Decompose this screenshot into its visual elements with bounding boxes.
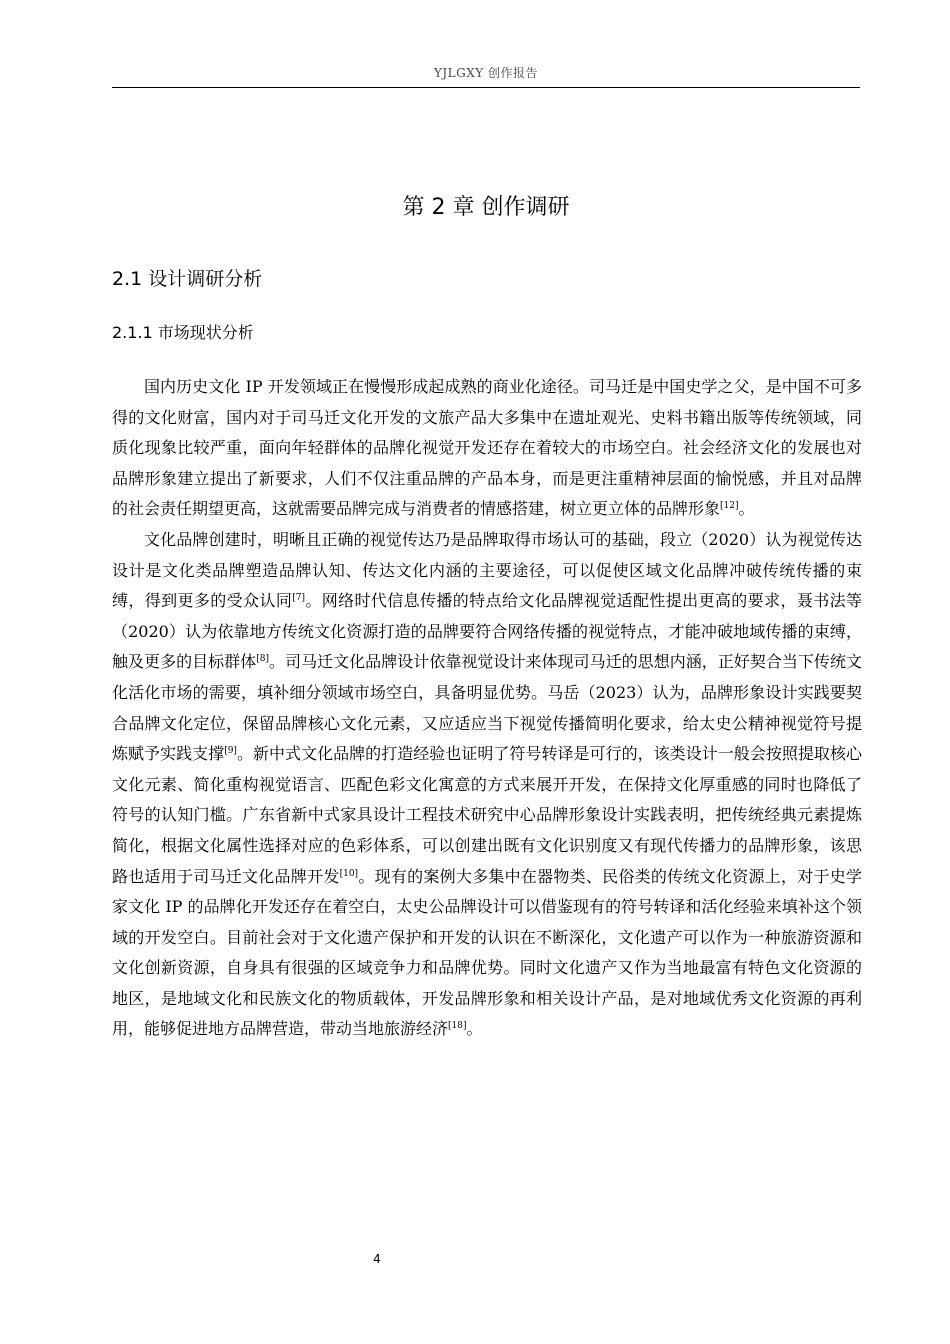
- subsection-title: 2.1.1 市场现状分析: [112, 323, 254, 342]
- citation: [7]: [292, 593, 305, 604]
- paragraph-text: 。现有的案例大多集中在器物类、民俗类的传统文化资源上，对于史学家文化 IP 的品牌化开发还存在着空白，太史公品牌设计可以借鉴现有的符号转译和活化经验来填补这个领域的开发空白。目前社会对于文化遗产保护和开发的认识在不断深化，文化遗产可以作为一种旅游资源和文化创新资源，自身具有很强的区域竞争力和品牌优势。同时文化遗产又作为当地最富有特色文化资源的地区，是地域文化和民族文化的物质载体，开发品牌形象和相关设计产品，是对地域优秀文化资源的再利用，能够促进地方品牌营造，带动当地旅游经济: [112, 866, 862, 1039]
- section-title: 2.1 设计调研分析: [112, 268, 263, 290]
- chapter-title: 第 2 章 创作调研: [402, 195, 570, 220]
- paragraph-1: [112, 372, 862, 525]
- paragraph-text: 。网络时代信息传播的特点给文化品牌视觉适配性提出更高的要求，聂书法等（2020）认为依靠地方传统文化资源打造的品牌要符合网络传播的视觉特点，才能冲破地域传播的束缚，触及更多的目标群体: [112, 591, 862, 672]
- paragraph-text: 。司马迁文化品牌设计依靠视觉设计来体现司马迁的思想内涵，正好契合当下传统文化活化市场的需要，填补细分领域市场空白，具备明显优势。马岳（2023）认为，品牌形象设计实践要契合品牌文化定位，保留品牌核心文化元素，又应适应当下视觉传播简明化要求，给太史公精神视觉符号提炼赋予实践支撑: [112, 652, 862, 764]
- citation: [8]: [256, 654, 269, 665]
- citation: [18]: [448, 1021, 467, 1032]
- page-header: YJLGXY 创作报告: [433, 66, 539, 80]
- paragraph-text: 。: [738, 499, 755, 519]
- paragraph-text: 国内历史文化 IP 开发领域正在慢慢形成起成熟的商业化途径。司马迁是中国史学之父，是中国不可多得的文化财富，国内对于司马迁文化开发的文旅产品大多集中在遗址观光、史料书籍出版等传统领域，同质化现象比较严重，面向年轻群体的品牌化视觉开发还存在着较大的市场空白。社会经济文化的发展也对品牌形象建立提出了新要求，人们不仅注重品牌的产品本身，而是更注重精神层面的愉悦感，并且对品牌的社会责任期望更高，这就需要品牌完成与消费者的情感搭建，树立更立体的品牌形象: [112, 377, 862, 519]
- paragraph-text: 。: [466, 1019, 483, 1039]
- citation: [10]: [339, 868, 359, 879]
- paragraph-2: [112, 525, 862, 1045]
- header-rule: [112, 87, 860, 88]
- body-text: [112, 372, 862, 1045]
- citation: [12]: [720, 501, 739, 512]
- paragraph-text: 文化品牌创建时，明晰且正确的视觉传达乃是品牌取得市场认可的基础，段立（2020）认为视觉传达设计是文化类品牌塑造品牌认知、传达文化内涵的主要途径，可以促使区域文化品牌冲破传统传播的束缚，得到更多的受众认同: [112, 529, 862, 611]
- citation: [9]: [224, 746, 237, 757]
- paragraph-text: 。新中式文化品牌的打造经验也证明了符号转译是可行的，该类设计一般会按照提取核心文化元素、简化重构视觉语言、匹配色彩文化寓意的方式来展开开发，在保持文化厚重感的同时也降低了符号的认知门槛。广东省新中式家具设计工程技术研究中心品牌形象设计实践表明，把传统经典元素提炼简化，根据文化属性选择对应的色彩体系，可以创建出既有文化识别度又有现代传播力的品牌形象，该思路也适用于司马迁文化品牌开发: [112, 744, 862, 886]
- page-number: 4: [373, 1252, 381, 1266]
